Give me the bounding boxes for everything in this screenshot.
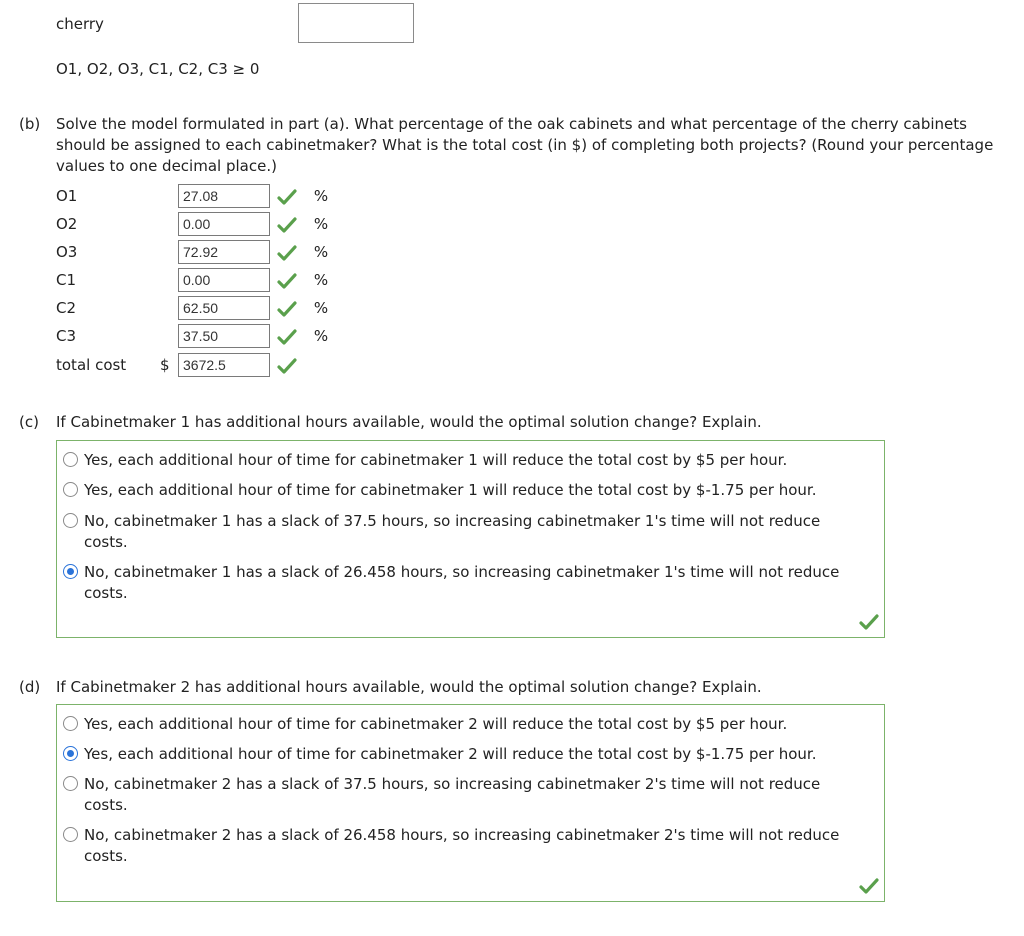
checkmark-icon <box>859 614 879 630</box>
radio-button[interactable] <box>63 452 78 467</box>
unit-percent: % <box>313 215 329 233</box>
row-label-c1: C1 <box>56 271 77 289</box>
cherry-label: cherry <box>56 15 104 33</box>
total-cost-label: total cost <box>56 356 127 374</box>
option-text: No, cabinetmaker 1 has a slack of 37.5 hours, so increasing cabinetmaker 1's time will not reduce costs. <box>84 512 821 551</box>
cherry-input[interactable] <box>298 3 414 43</box>
checkmark-icon <box>277 301 297 317</box>
input-o1[interactable]: 27.08 <box>178 184 270 208</box>
part-c-question: If Cabinetmaker 1 has additional hours available, would the optimal solution change? Explain. <box>56 413 762 431</box>
checkmark-icon <box>859 878 879 894</box>
radio-button[interactable] <box>63 716 78 731</box>
part-b-question: Solve the model formulated in part (a). What percentage of the oak cabinets and what percentage of the cherry cabinets should be assigned to each cabinetmaker? What is the total cost (in $) of completing both projects? (Round your percentage values to one decimal place.) <box>56 115 994 175</box>
radio-button-selected[interactable] <box>63 746 78 761</box>
part-b-letter: (b) <box>19 115 41 133</box>
input-total-cost[interactable]: 3672.5 <box>178 353 270 377</box>
currency-symbol: $ <box>160 356 170 374</box>
unit-percent: % <box>313 327 329 345</box>
option-text: Yes, each additional hour of time for cabinetmaker 1 will reduce the total cost by $5 per hour. <box>84 451 788 469</box>
unit-percent: % <box>313 271 329 289</box>
option-text: Yes, each additional hour of time for cabinetmaker 1 will reduce the total cost by $-1.75 per hour. <box>84 481 817 499</box>
row-label-c2: C2 <box>56 299 77 317</box>
radio-button-selected[interactable] <box>63 564 78 579</box>
checkmark-icon <box>277 358 297 374</box>
input-o3[interactable]: 72.92 <box>178 240 270 264</box>
nonnegativity-constraint: O1, O2, O3, C1, C2, C3 ≥ 0 <box>56 60 260 78</box>
unit-percent: % <box>313 187 329 205</box>
input-c2[interactable]: 62.50 <box>178 296 270 320</box>
option-text: No, cabinetmaker 2 has a slack of 26.458 hours, so increasing cabinetmaker 2's time will not reduce costs. <box>84 826 840 865</box>
checkmark-icon <box>277 329 297 345</box>
unit-percent: % <box>313 299 329 317</box>
unit-percent: % <box>313 243 329 261</box>
radio-button[interactable] <box>63 482 78 497</box>
row-label-o1: O1 <box>56 187 78 205</box>
checkmark-icon <box>277 273 297 289</box>
part-d-letter: (d) <box>19 678 41 696</box>
row-label-c3: C3 <box>56 327 77 345</box>
option-text: No, cabinetmaker 1 has a slack of 26.458 hours, so increasing cabinetmaker 1's time will not reduce costs. <box>84 563 840 602</box>
input-o2[interactable]: 0.00 <box>178 212 270 236</box>
option-text: No, cabinetmaker 2 has a slack of 37.5 hours, so increasing cabinetmaker 2's time will not reduce costs. <box>84 775 821 814</box>
option-text: Yes, each additional hour of time for cabinetmaker 2 will reduce the total cost by $-1.75 per hour. <box>84 745 817 763</box>
row-label-o2: O2 <box>56 215 78 233</box>
radio-button[interactable] <box>63 827 78 842</box>
part-c-answer-box <box>56 440 885 638</box>
part-c-letter: (c) <box>19 413 39 431</box>
input-c1[interactable]: 0.00 <box>178 268 270 292</box>
checkmark-icon <box>277 217 297 233</box>
part-d-question: If Cabinetmaker 2 has additional hours available, would the optimal solution change? Explain. <box>56 678 762 696</box>
checkmark-icon <box>277 189 297 205</box>
radio-button[interactable] <box>63 776 78 791</box>
input-c3[interactable]: 37.50 <box>178 324 270 348</box>
option-text: Yes, each additional hour of time for cabinetmaker 2 will reduce the total cost by $5 per hour. <box>84 715 788 733</box>
radio-button[interactable] <box>63 513 78 528</box>
row-label-o3: O3 <box>56 243 78 261</box>
part-d-answer-box <box>56 704 885 902</box>
checkmark-icon <box>277 245 297 261</box>
